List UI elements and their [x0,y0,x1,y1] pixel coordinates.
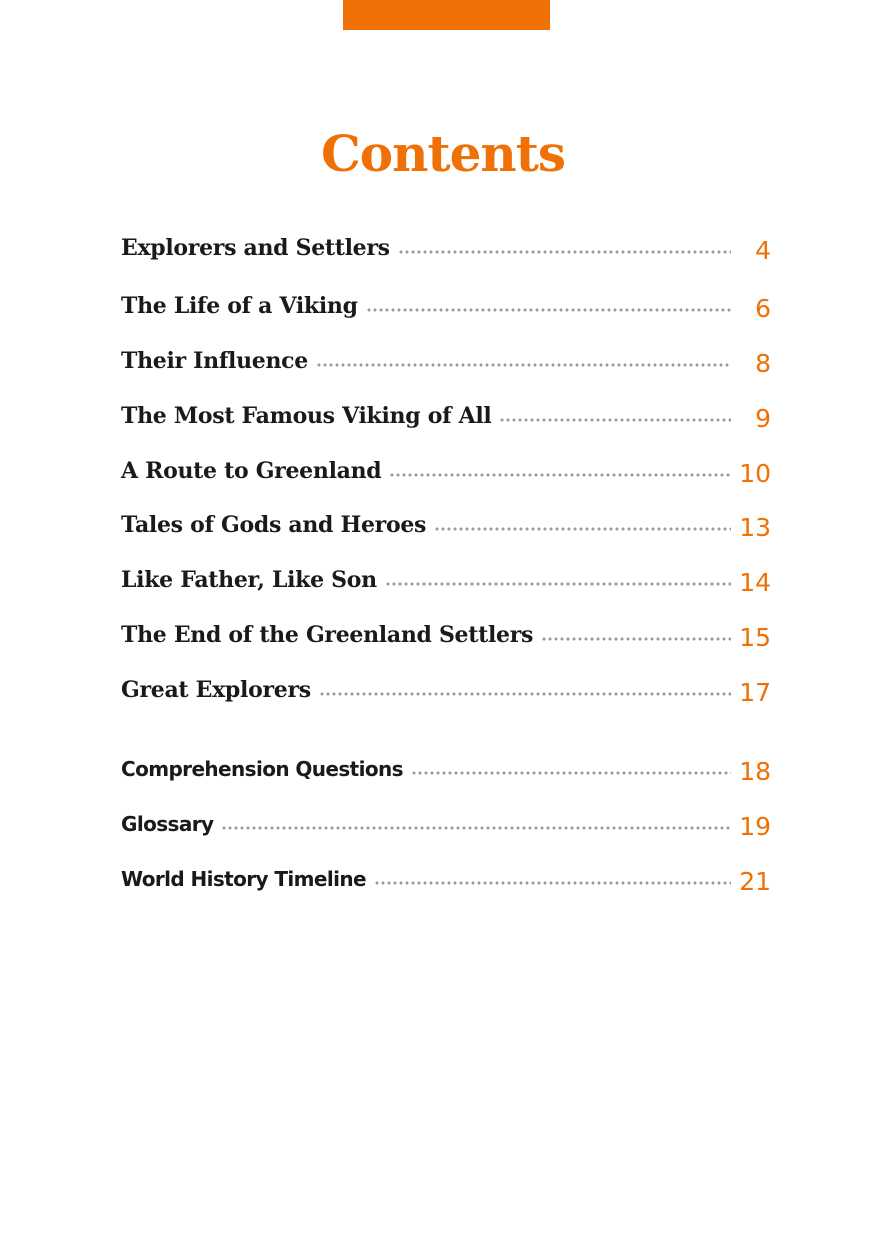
toc-entry-page: 10 [739,458,771,488]
toc-entry-label: The Most Famous Viking of All [121,403,492,429]
toc-entry-label: Great Explorers [121,677,311,703]
toc-entry-page: 9 [755,403,771,433]
toc-entry-page: 19 [739,811,771,841]
dot-leader [541,637,731,641]
toc-entry[interactable] [121,672,771,708]
toc-entry-label: Like Father, Like Son [121,567,377,593]
dot-leader [385,582,731,586]
toc-entry[interactable] [121,343,771,379]
toc-entry[interactable] [121,398,771,434]
toc-entry[interactable] [121,288,771,324]
toc-entry[interactable] [121,617,771,653]
toc-entry-page: 14 [739,567,771,597]
toc-entry-page: 15 [739,622,771,652]
toc-entry-label: Glossary [121,812,214,836]
dot-leader [316,363,731,367]
toc-entry-label: The End of the Greenland Settlers [121,622,534,648]
toc-entry-page: 18 [739,756,771,786]
toc-entry-label: Tales of Gods and Heroes [121,512,427,538]
dot-leader [319,692,731,696]
toc-entry[interactable] [121,751,771,787]
toc-entry[interactable] [121,562,771,598]
dot-leader [434,527,731,531]
toc-entry[interactable] [121,806,771,842]
dot-leader [411,771,731,775]
dot-leader [389,473,731,477]
toc-entry[interactable] [121,453,771,489]
toc-entry-page: 17 [739,677,771,707]
toc-entry-page: 4 [755,235,771,265]
dot-leader [499,418,731,422]
toc-entry-page: 13 [739,512,771,542]
dot-leader [398,250,731,254]
toc-entry-label: Explorers and Settlers [121,235,390,261]
top-accent-bar [343,0,550,30]
toc-entry-page: 6 [755,293,771,323]
toc-entry[interactable] [121,230,771,266]
dot-leader [374,881,731,885]
toc-entry-page: 21 [739,866,771,896]
dot-leader [366,308,731,312]
toc-entry-page: 8 [755,348,771,378]
toc-entry-label: Their Influence [121,348,308,374]
toc-entry-label: World History Timeline [121,867,366,891]
toc-entry-label: A Route to Greenland [121,458,382,484]
page-title: Contents [320,124,565,183]
toc-entry[interactable] [121,507,771,543]
toc-entry-label: The Life of a Viking [121,293,358,319]
toc-entry-label: Comprehension Questions [121,757,403,781]
toc-entry[interactable] [121,861,771,897]
dot-leader [221,826,731,830]
